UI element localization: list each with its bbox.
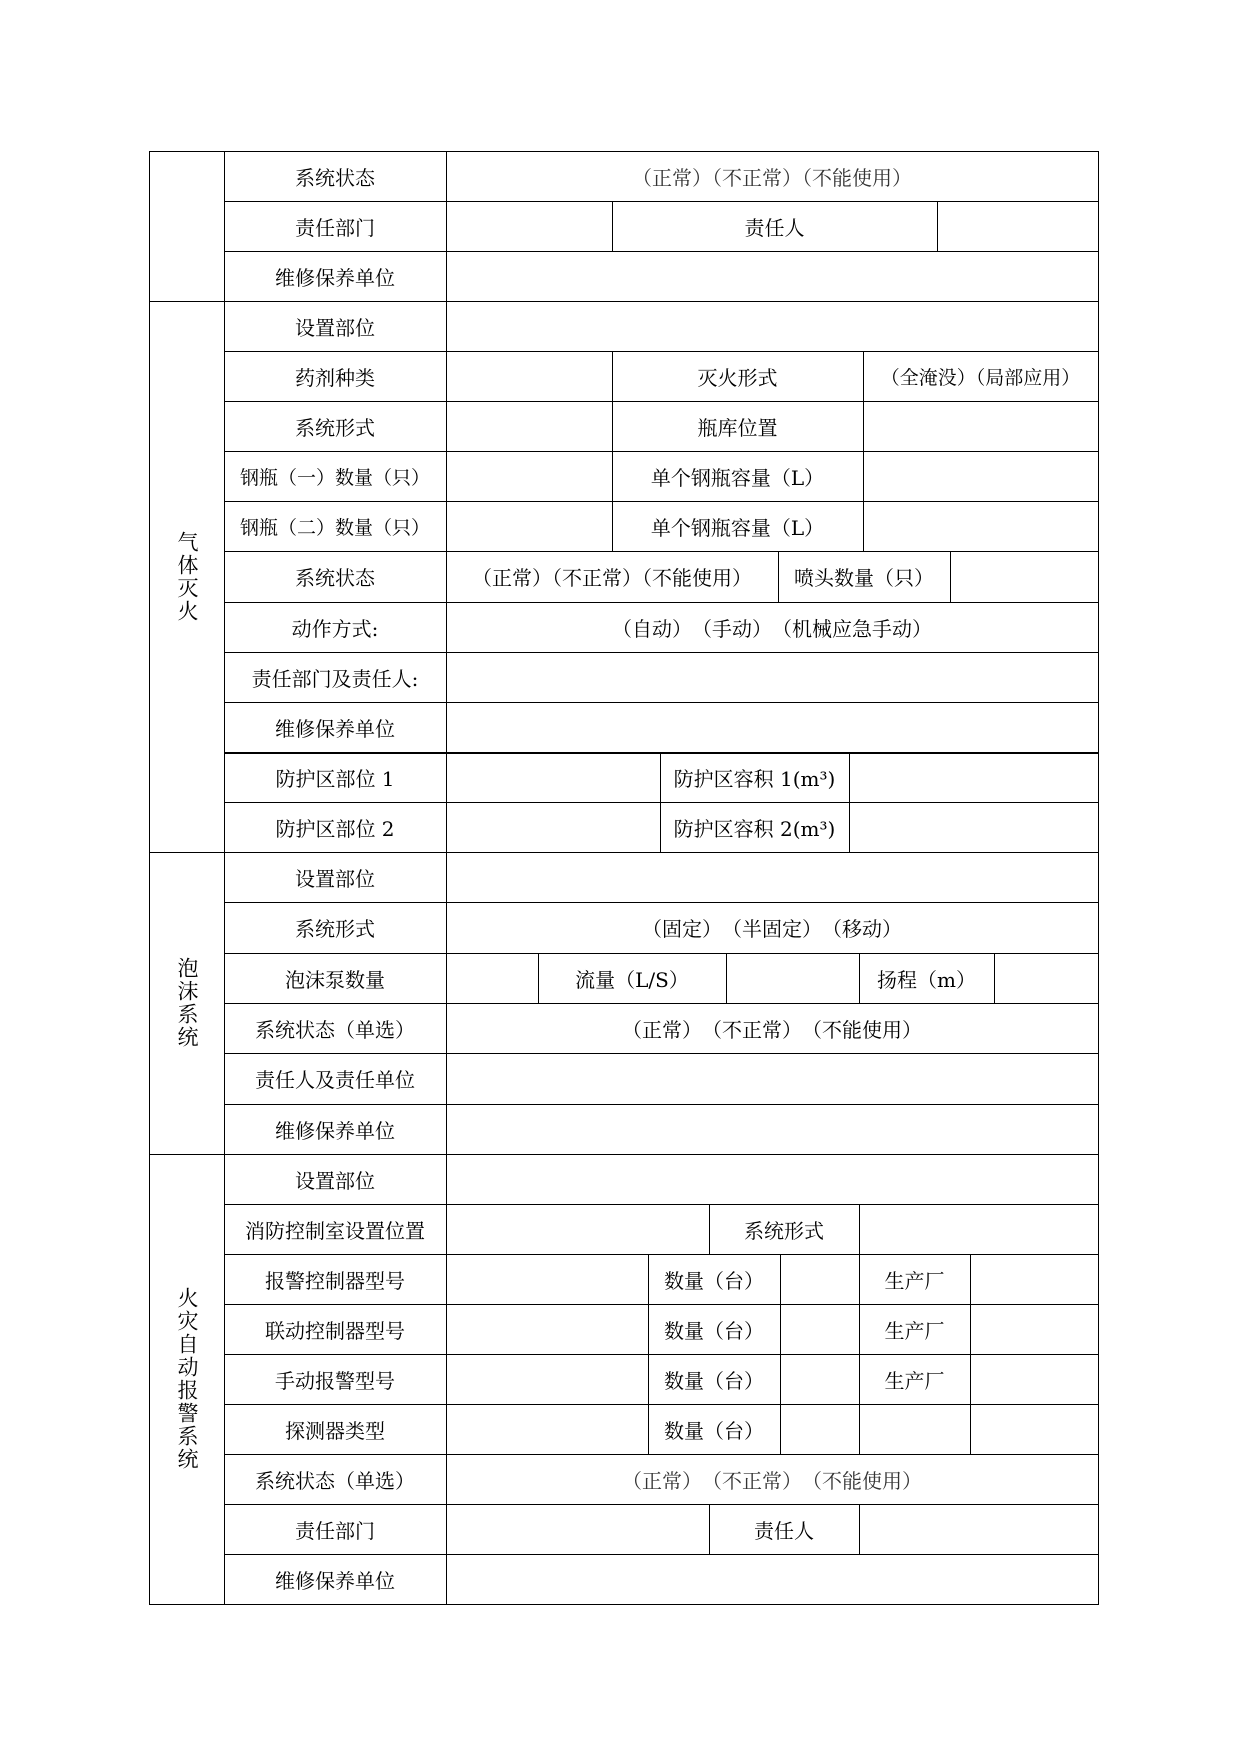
gas-bottle1-label: 钢瓶（一）数量（只） xyxy=(239,466,430,489)
alarm-maint-field[interactable] xyxy=(446,1554,1098,1604)
foam-resp-label: 责任人及责任单位 xyxy=(255,1068,415,1092)
gas-bottle-room-field[interactable] xyxy=(863,401,1098,451)
linkage-ctrl-maker-field[interactable] xyxy=(970,1304,1098,1354)
manual-alarm-maker-field[interactable] xyxy=(970,1354,1098,1404)
detector-extra-field-1[interactable] xyxy=(859,1404,970,1454)
manual-alarm-qty-field[interactable] xyxy=(780,1354,859,1404)
gas-zone2-field[interactable] xyxy=(446,802,660,852)
dept-label: 责任部门 xyxy=(295,215,375,240)
maint-label: 维修保养单位 xyxy=(275,265,395,290)
manual-alarm-maker-label: 生产厂 xyxy=(884,1368,945,1393)
foam-maint-field[interactable] xyxy=(446,1104,1098,1154)
detector-type-label: 探测器类型 xyxy=(285,1418,385,1443)
gas-nozzle-label: 喷头数量（只） xyxy=(794,566,934,590)
manual-alarm-model-label: 手动报警型号 xyxy=(275,1368,395,1393)
gas-capacity2-field[interactable] xyxy=(863,501,1098,551)
gas-system-form-label: 系统形式 xyxy=(295,415,375,440)
gas-zone2-volume-field[interactable] xyxy=(849,802,1098,852)
gas-zone1-label: 防护区部位 1 xyxy=(275,766,395,791)
gas-status-options[interactable]: （正常）（不正常）（不能使用） xyxy=(472,566,752,590)
linkage-ctrl-model-label: 联动控制器型号 xyxy=(265,1318,405,1343)
gas-zone1-field[interactable] xyxy=(446,752,660,802)
gas-extinguish-form-options[interactable]: （全淹没）（局部应用） xyxy=(880,366,1081,389)
alarm-maint-label: 维修保养单位 xyxy=(275,1568,395,1593)
gas-zone1-volume-label: 防护区容积 1(m³) xyxy=(673,766,836,791)
gas-bottle1-field[interactable] xyxy=(446,451,612,501)
gas-title-text: 气体灭火 xyxy=(175,530,199,623)
alarm-system-form-label: 系统形式 xyxy=(744,1218,824,1243)
alarm-location-label: 设置部位 xyxy=(295,1168,375,1193)
foam-status-options[interactable]: （正常） （不正常） （不能使用） xyxy=(622,1017,922,1042)
alarm-title-text: 火灾自动报警系统 xyxy=(175,1287,199,1471)
alarm-person-field[interactable] xyxy=(859,1504,1098,1554)
maint-field[interactable] xyxy=(446,251,1098,301)
dept-field[interactable] xyxy=(446,201,612,251)
gas-zone2-volume-label: 防护区容积 2(m³) xyxy=(673,816,836,841)
foam-system-form-label: 系统形式 xyxy=(295,917,375,941)
alarm-status-label: 系统状态（单选） xyxy=(255,1468,415,1493)
gas-maint-field[interactable] xyxy=(446,702,1098,752)
gas-capacity1-label: 单个钢瓶容量（L） xyxy=(650,465,825,490)
gas-extinguish-form-label: 灭火形式 xyxy=(697,365,778,390)
alarm-status-options[interactable]: （正常） （不正常） （不能使用） xyxy=(622,1468,922,1493)
status-label: 系统状态 xyxy=(295,165,375,190)
gas-capacity2-label: 单个钢瓶容量（L） xyxy=(650,515,825,540)
manual-alarm-model-field[interactable] xyxy=(446,1354,648,1404)
table-border-bottom xyxy=(149,1604,1099,1605)
person-field[interactable] xyxy=(937,201,1098,251)
foam-title-text: 泡沫系统 xyxy=(175,957,199,1049)
alarm-ctrl-maker-label: 生产厂 xyxy=(884,1268,945,1293)
foam-flow-label: 流量（L/S） xyxy=(575,967,689,992)
linkage-ctrl-qty-label: 数量（台） xyxy=(664,1318,764,1343)
alarm-section-title xyxy=(149,1154,224,1604)
gas-agent-label: 药剂种类 xyxy=(295,365,375,390)
alarm-ctrl-model-label: 报警控制器型号 xyxy=(265,1268,405,1293)
alarm-ctrl-model-field[interactable] xyxy=(446,1254,648,1304)
foam-resp-field[interactable] xyxy=(446,1053,1098,1104)
gas-bottle-room-label: 瓶库位置 xyxy=(697,415,778,440)
alarm-system-form-field[interactable] xyxy=(859,1204,1098,1254)
gas-bottle2-field[interactable] xyxy=(446,501,612,551)
alarm-control-room-label: 消防控制室设置位置 xyxy=(245,1218,425,1243)
foam-head-label: 扬程（m） xyxy=(877,967,976,992)
gas-zone2-label: 防护区部位 2 xyxy=(275,816,395,841)
manual-alarm-qty-label: 数量（台） xyxy=(664,1368,764,1393)
gas-maint-label: 维修保养单位 xyxy=(275,716,395,741)
status-options[interactable]: （正常）（不正常）（不能使用） xyxy=(632,165,912,190)
foam-pump-count-field[interactable] xyxy=(446,953,538,1003)
gas-system-form-field[interactable] xyxy=(446,401,612,451)
foam-maint-label: 维修保养单位 xyxy=(275,1118,395,1143)
foam-status-label: 系统状态（单选） xyxy=(255,1017,415,1042)
gas-status-label: 系统状态 xyxy=(295,566,375,590)
alarm-control-room-field[interactable] xyxy=(446,1204,709,1254)
gas-capacity1-field[interactable] xyxy=(863,451,1098,501)
detector-type-field[interactable] xyxy=(446,1404,648,1454)
alarm-ctrl-maker-field[interactable] xyxy=(970,1254,1098,1304)
alarm-dept-label: 责任部门 xyxy=(295,1518,375,1543)
foam-location-label: 设置部位 xyxy=(295,866,375,891)
foam-system-form-options[interactable]: （固定） （半固定） （移动） xyxy=(642,917,902,941)
gas-resp-field[interactable] xyxy=(446,652,1098,702)
alarm-dept-field[interactable] xyxy=(446,1504,709,1554)
detector-qty-label: 数量（台） xyxy=(664,1418,764,1443)
foam-section-title xyxy=(149,852,224,1154)
alarm-ctrl-qty-field[interactable] xyxy=(780,1254,859,1304)
gas-location-label: 设置部位 xyxy=(295,315,375,340)
gas-agent-field[interactable] xyxy=(446,351,612,401)
linkage-ctrl-qty-field[interactable] xyxy=(780,1304,859,1354)
detector-extra-field-2[interactable] xyxy=(970,1404,1098,1454)
gas-location-field[interactable] xyxy=(446,301,1098,351)
foam-location-field[interactable] xyxy=(446,852,1098,902)
gas-resp-label: 责任部门及责任人: xyxy=(251,666,419,691)
gas-action-options[interactable]: （自动） （手动） （机械应急手动） xyxy=(612,616,932,641)
gas-zone1-volume-field[interactable] xyxy=(849,752,1098,802)
alarm-ctrl-qty-label: 数量（台） xyxy=(664,1268,764,1293)
alarm-person-label: 责任人 xyxy=(754,1518,814,1543)
foam-pump-count-label: 泡沫泵数量 xyxy=(285,967,385,992)
foam-flow-field[interactable] xyxy=(726,953,859,1003)
gas-bottle2-label: 钢瓶（二）数量（只） xyxy=(239,516,430,539)
detector-qty-field[interactable] xyxy=(780,1404,859,1454)
foam-head-field[interactable] xyxy=(994,953,1098,1003)
gas-nozzle-field[interactable] xyxy=(950,551,1098,602)
linkage-ctrl-maker-label: 生产厂 xyxy=(884,1318,945,1343)
table-border-right xyxy=(1098,151,1099,1605)
linkage-ctrl-model-field[interactable] xyxy=(446,1304,648,1354)
person-label: 责任人 xyxy=(744,215,805,240)
gas-section-title xyxy=(149,301,224,852)
alarm-location-field[interactable] xyxy=(446,1154,1098,1204)
gas-action-label: 动作方式: xyxy=(291,616,379,641)
